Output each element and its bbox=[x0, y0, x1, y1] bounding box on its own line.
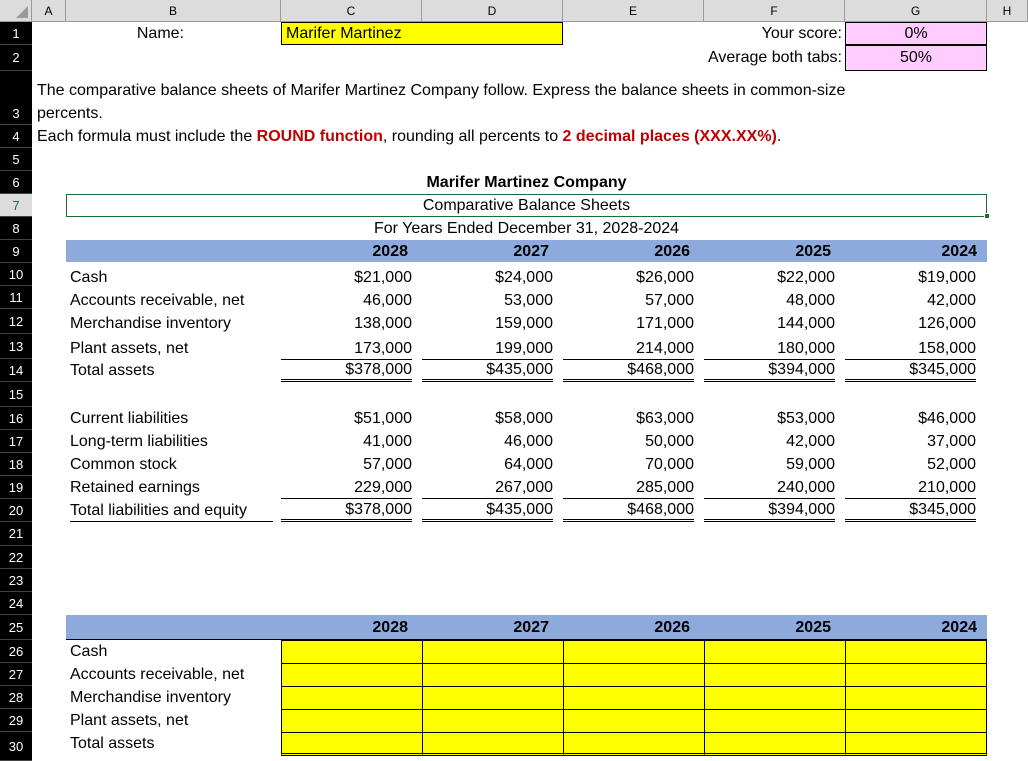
cs-year-header: 2025 bbox=[795, 619, 831, 636]
average-value: 50% bbox=[845, 45, 987, 71]
year-header: 2028 bbox=[372, 243, 408, 260]
row-header[interactable]: 5 bbox=[0, 148, 32, 171]
col-header-f[interactable]: F bbox=[704, 0, 845, 22]
cs-input-cell[interactable] bbox=[281, 709, 423, 733]
cs-label: Cash bbox=[70, 643, 108, 660]
liability-value: 70,000 bbox=[645, 456, 694, 473]
cs-label: Accounts receivable, net bbox=[70, 666, 245, 683]
liability-value: $58,000 bbox=[495, 410, 553, 427]
row-header-selected[interactable]: 7 bbox=[0, 194, 32, 217]
asset-value: $22,000 bbox=[777, 269, 835, 286]
row-header[interactable]: 24 bbox=[0, 592, 32, 615]
instr-round-function: ROUND function bbox=[256, 128, 383, 145]
row-header[interactable]: 25 bbox=[0, 615, 32, 640]
liability-label: Retained earnings bbox=[70, 479, 200, 496]
cs-input-cell[interactable] bbox=[704, 640, 846, 664]
row-header[interactable]: 23 bbox=[0, 569, 32, 592]
row-header[interactable]: 4 bbox=[0, 125, 32, 148]
cs-label: Plant assets, net bbox=[70, 712, 189, 729]
asset-value: 138,000 bbox=[354, 315, 412, 332]
liability-value: 285,000 bbox=[563, 476, 694, 499]
liability-value: 42,000 bbox=[786, 433, 835, 450]
asset-value: 199,000 bbox=[422, 337, 553, 360]
cs-input-cell[interactable] bbox=[563, 686, 705, 710]
liability-label: Current liabilities bbox=[70, 410, 189, 427]
cs-input-cell[interactable] bbox=[704, 686, 846, 710]
asset-value: $24,000 bbox=[495, 269, 553, 286]
liability-value: 57,000 bbox=[363, 456, 412, 473]
row-header[interactable]: 12 bbox=[0, 309, 32, 334]
asset-total-value: $468,000 bbox=[563, 359, 694, 382]
liability-total-label: Total liabilities and equity bbox=[70, 499, 273, 522]
row-header[interactable]: 10 bbox=[0, 263, 32, 286]
asset-label: Cash bbox=[70, 269, 108, 286]
cs-label: Merchandise inventory bbox=[70, 689, 231, 706]
col-header-c[interactable]: C bbox=[281, 0, 422, 22]
asset-value: 46,000 bbox=[363, 292, 412, 309]
asset-total-value: $345,000 bbox=[845, 359, 976, 382]
liability-value: 46,000 bbox=[504, 433, 553, 450]
row-header[interactable]: 16 bbox=[0, 407, 32, 430]
asset-label: Plant assets, net bbox=[70, 340, 189, 357]
cs-input-cell[interactable] bbox=[845, 732, 987, 756]
cs-input-cell[interactable] bbox=[704, 663, 846, 687]
asset-value: 42,000 bbox=[927, 292, 976, 309]
instr-post: . bbox=[776, 128, 782, 145]
liability-value: 229,000 bbox=[281, 476, 412, 499]
liability-value: $53,000 bbox=[777, 410, 835, 427]
instr-decimal-places: 2 decimal places (XXX.XX%) bbox=[562, 128, 777, 145]
cs-input-cell[interactable] bbox=[422, 709, 564, 733]
average-label: Average both tabs: bbox=[707, 49, 842, 66]
row-header[interactable]: 2 bbox=[0, 45, 32, 71]
liability-total-value: $345,000 bbox=[845, 499, 976, 522]
liability-value: $51,000 bbox=[354, 410, 412, 427]
cs-input-cell[interactable] bbox=[704, 732, 846, 756]
asset-value: 57,000 bbox=[645, 292, 694, 309]
liability-value: $46,000 bbox=[918, 410, 976, 427]
asset-total-label: Total assets bbox=[70, 362, 155, 379]
cs-input-cell[interactable] bbox=[281, 686, 423, 710]
cs-input-cell[interactable] bbox=[422, 732, 564, 756]
liability-value: 64,000 bbox=[504, 456, 553, 473]
asset-label: Merchandise inventory bbox=[70, 315, 231, 332]
row-header[interactable]: 29 bbox=[0, 709, 32, 732]
cs-year-header: 2027 bbox=[513, 619, 549, 636]
statement-period: For Years Ended December 31, 2028-2024 bbox=[373, 220, 680, 237]
col-header-h[interactable]: H bbox=[987, 0, 1028, 22]
cs-year-header: 2026 bbox=[654, 619, 690, 636]
row-header[interactable]: 11 bbox=[0, 286, 32, 309]
cs-input-cell[interactable] bbox=[281, 663, 423, 687]
cs-year-header: 2024 bbox=[941, 619, 977, 636]
cs-input-cell[interactable] bbox=[845, 709, 987, 733]
liability-value: 50,000 bbox=[645, 433, 694, 450]
cs-input-cell[interactable] bbox=[563, 663, 705, 687]
liability-total-value: $394,000 bbox=[704, 499, 835, 522]
liability-value: 267,000 bbox=[422, 476, 553, 499]
cs-input-cell[interactable] bbox=[422, 686, 564, 710]
liability-total-value: $435,000 bbox=[422, 499, 553, 522]
year-header: 2026 bbox=[654, 243, 690, 260]
score-value: 0% bbox=[845, 22, 987, 45]
cs-input-cell[interactable] bbox=[422, 663, 564, 687]
cs-input-cell[interactable] bbox=[704, 709, 846, 733]
select-all-corner[interactable] bbox=[0, 0, 32, 22]
liability-value: 240,000 bbox=[704, 476, 835, 499]
company-name: Marifer Martinez Company bbox=[426, 174, 627, 191]
asset-value: 159,000 bbox=[495, 315, 553, 332]
instructions-line2 bbox=[37, 125, 781, 148]
row-header[interactable]: 30 bbox=[0, 732, 32, 761]
cs-input-cell[interactable] bbox=[422, 640, 564, 664]
cs-input-cell[interactable] bbox=[845, 640, 987, 664]
row-header[interactable]: 28 bbox=[0, 686, 32, 709]
liability-value: $63,000 bbox=[636, 410, 694, 427]
instructions-line1b: percents. bbox=[37, 105, 103, 122]
asset-value: $21,000 bbox=[354, 269, 412, 286]
liability-total-value: $468,000 bbox=[563, 499, 694, 522]
year-header: 2024 bbox=[941, 243, 977, 260]
asset-value: $19,000 bbox=[918, 269, 976, 286]
row-header[interactable]: 15 bbox=[0, 382, 32, 407]
liability-value: 37,000 bbox=[927, 433, 976, 450]
asset-total-value: $378,000 bbox=[281, 359, 412, 382]
asset-value: 53,000 bbox=[504, 292, 553, 309]
col-header-e[interactable]: E bbox=[563, 0, 704, 22]
row-header[interactable]: 27 bbox=[0, 663, 32, 686]
instructions-line1: The comparative balance sheets of Marifer Martinez Company follow. Express the balance sheets in common-size bbox=[37, 82, 846, 99]
cs-year-header: 2028 bbox=[372, 619, 408, 636]
cs-input-cell[interactable] bbox=[845, 686, 987, 710]
asset-value: 158,000 bbox=[845, 337, 976, 360]
row-header[interactable]: 19 bbox=[0, 476, 32, 499]
liability-value: 41,000 bbox=[363, 433, 412, 450]
asset-value: 180,000 bbox=[704, 337, 835, 360]
liability-value: 210,000 bbox=[845, 476, 976, 499]
cs-input-cell[interactable] bbox=[563, 709, 705, 733]
year-header: 2027 bbox=[513, 243, 549, 260]
score-label: Your score: bbox=[761, 25, 842, 42]
instr-mid: , rounding all percents to bbox=[382, 128, 563, 145]
cs-input-cell[interactable] bbox=[281, 732, 423, 756]
asset-value: 126,000 bbox=[918, 315, 976, 332]
cs-label: Total assets bbox=[70, 735, 155, 752]
asset-value: 214,000 bbox=[563, 337, 694, 360]
row-header[interactable]: 21 bbox=[0, 522, 32, 546]
liability-label: Common stock bbox=[70, 456, 177, 473]
cs-input-cell[interactable] bbox=[281, 640, 423, 664]
row-header[interactable]: 17 bbox=[0, 430, 32, 453]
cs-input-cell[interactable] bbox=[845, 663, 987, 687]
cs-input-cell[interactable] bbox=[563, 640, 705, 664]
row-header[interactable]: 1 bbox=[0, 22, 32, 45]
instr-pre: Each formula must include the bbox=[37, 128, 257, 145]
asset-total-value: $394,000 bbox=[704, 359, 835, 382]
row-header[interactable]: 9 bbox=[0, 240, 32, 263]
statement-title[interactable]: Comparative Balance Sheets bbox=[66, 194, 987, 217]
row-header[interactable]: 13 bbox=[0, 334, 32, 359]
year-header: 2025 bbox=[795, 243, 831, 260]
row-header[interactable]: 14 bbox=[0, 359, 32, 382]
row-header[interactable]: 3 bbox=[0, 71, 32, 125]
liability-total-value: $378,000 bbox=[281, 499, 412, 522]
col-header-g[interactable]: G bbox=[845, 0, 987, 22]
asset-value: 171,000 bbox=[636, 315, 694, 332]
liability-label: Long-term liabilities bbox=[70, 433, 208, 450]
row-header[interactable]: 26 bbox=[0, 640, 32, 663]
asset-value: 144,000 bbox=[777, 315, 835, 332]
row-header[interactable]: 8 bbox=[0, 217, 32, 240]
asset-value: 173,000 bbox=[281, 337, 412, 360]
col-header-b[interactable]: B bbox=[66, 0, 281, 22]
col-header-a[interactable]: A bbox=[32, 0, 66, 22]
name-input[interactable]: Marifer Martinez bbox=[281, 22, 563, 45]
cs-input-cell[interactable] bbox=[563, 732, 705, 756]
asset-value: $26,000 bbox=[636, 269, 694, 286]
liability-value: 59,000 bbox=[786, 456, 835, 473]
asset-label: Accounts receivable, net bbox=[70, 292, 245, 309]
row-header[interactable]: 22 bbox=[0, 546, 32, 569]
liability-value: 52,000 bbox=[927, 456, 976, 473]
row-header[interactable]: 20 bbox=[0, 499, 32, 522]
asset-total-value: $435,000 bbox=[422, 359, 553, 382]
asset-value: 48,000 bbox=[786, 292, 835, 309]
col-header-d[interactable]: D bbox=[422, 0, 563, 22]
row-header[interactable]: 18 bbox=[0, 453, 32, 476]
name-label: Name: bbox=[136, 25, 184, 42]
row-header[interactable]: 6 bbox=[0, 171, 32, 194]
